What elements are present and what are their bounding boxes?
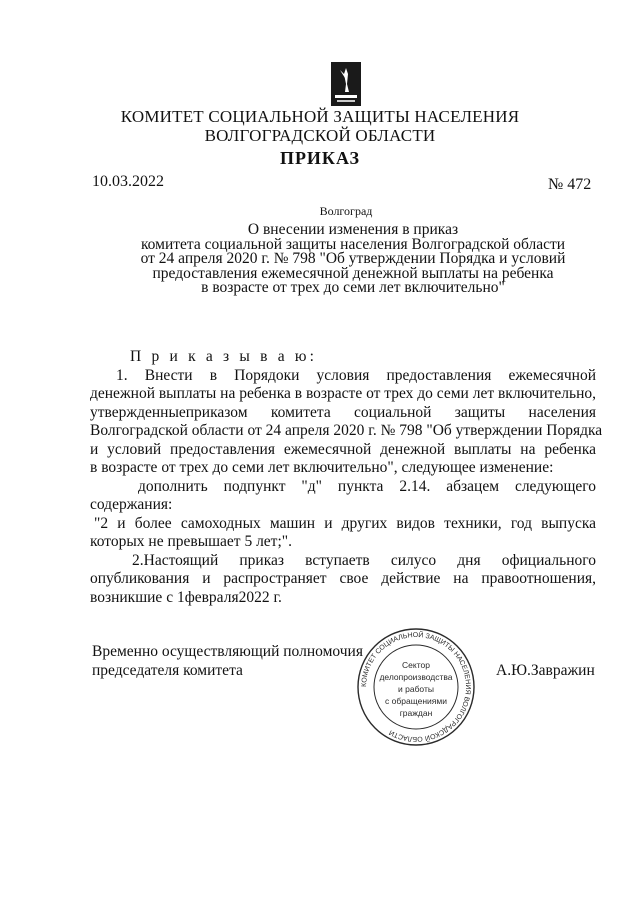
subject-line: комитета социальной защиты населения Волгоградской области <box>140 235 566 253</box>
doc-date: 10.03.2022 <box>92 173 164 190</box>
doc-body <box>90 348 603 607</box>
signatory-position <box>92 642 363 680</box>
signatory-name: А.Ю.Завражин <box>496 662 595 679</box>
paragraph-line: 1. Внести в Порядоки условия предоставления ежемесячной <box>116 366 596 384</box>
subject-line: О внесении изменения в приказ <box>247 221 459 238</box>
paragraph-line: опубликования и распространяет свое действие на правоотношения, <box>90 570 596 587</box>
doc-number: № 472 <box>548 176 592 193</box>
signatory-position-line: председателя комитета <box>92 662 243 679</box>
org-name-line1: КОМИТЕТ СОЦИАЛЬНОЙ ЗАЩИТЫ НАСЕЛЕНИЯ <box>120 107 520 126</box>
paragraph-line: в возрасте от трех до семи лет включительно", следующее изменение: <box>90 459 554 476</box>
order-intro: П р и к а з ы в а ю: <box>130 348 318 365</box>
stamp-inner-line: и работы <box>398 684 434 694</box>
subject-line: в возрасте от трех до семи лет включительно" <box>201 279 505 296</box>
official-stamp <box>355 626 477 748</box>
subject-line: предоставления ежемесячной денежной выплаты на ребенка <box>152 264 554 282</box>
stamp-inner-line: граждан <box>399 708 433 718</box>
volgograd-emblem-icon <box>331 62 361 106</box>
stamp-inner-line: с обращениями <box>385 696 447 706</box>
paragraph-line: дополнить подпункт "д" пункта 2.14. абзацем следующего <box>138 477 596 495</box>
paragraph-line: содержания: <box>90 496 173 513</box>
paragraph-line: и условий предоставления ежемесячной денежной выплаты на ребенка <box>90 440 596 458</box>
stamp-ring-text: КОМИТЕТ СОЦИАЛЬНОЙ ЗАЩИТЫ НАСЕЛЕНИЯ ВОЛГОГРАДСКОЙ ОБЛАСТИ <box>360 631 472 743</box>
quote-line: "2 и более самоходных машин и других видов техники, год выпуска <box>94 514 596 532</box>
doc-subject <box>0 223 640 296</box>
org-name-line2: ВОЛГОГРАДСКОЙ ОБЛАСТИ <box>204 126 436 145</box>
signatory-position-line: Временно осуществляющий полномочия <box>92 643 363 660</box>
doc-city: Волгоград <box>319 204 373 218</box>
quote-line: которых не превышает 5 лет;". <box>90 533 292 550</box>
subject-line: от 24 апреля 2020 г. № 798 "Об утверждении Порядка и условий <box>140 250 566 267</box>
paragraph-line: возникшие с 1февраля2022 г. <box>90 588 282 606</box>
doc-title: ПРИКАЗ <box>279 148 361 168</box>
paragraph-line: Волгоградской области от 24 апреля 2020 г. № 798 "Об утверждении Порядка <box>90 422 603 439</box>
paragraph-line: 2.Настоящий приказ вступаетв силусо дня официального <box>132 551 596 569</box>
stamp-inner-line: Сектор <box>402 660 430 670</box>
stamp-inner-line: делопроизводства <box>379 672 453 682</box>
paragraph-line: утвержденныеприказом комитета социальной защиты населения <box>90 403 596 421</box>
paragraph-line: денежной выплаты на ребенка в возрасте от трех до семи лет включительно, <box>90 385 597 402</box>
